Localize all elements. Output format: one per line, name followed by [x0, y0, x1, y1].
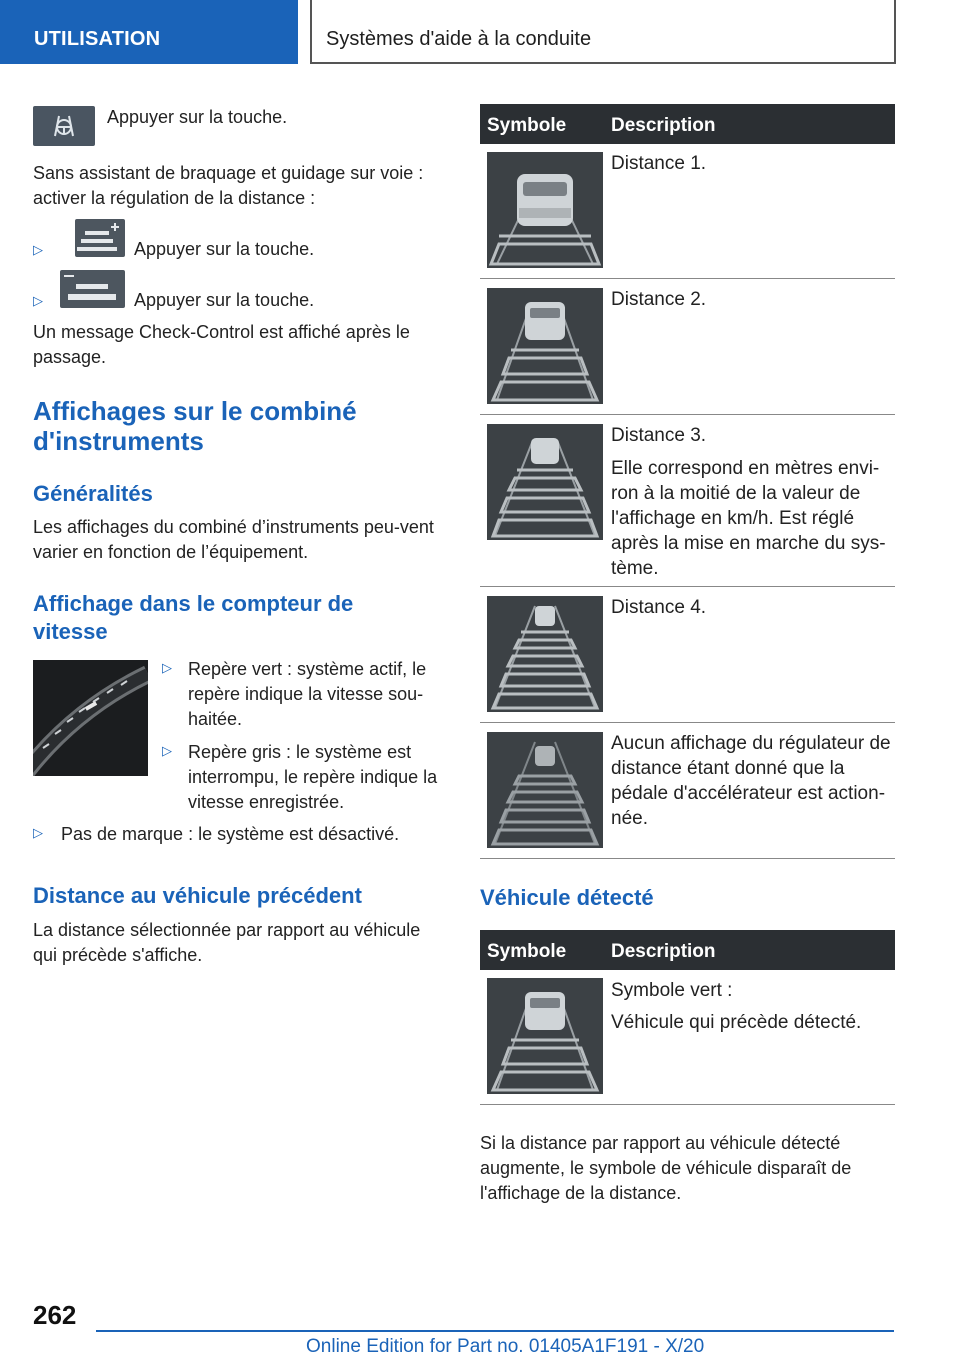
bullet-triangle-icon: ▷: [33, 242, 43, 257]
speedometer-image: [33, 660, 148, 776]
distance-1-symbol-image: [487, 152, 603, 268]
distance-4-symbol-image: [487, 596, 603, 712]
section-title: UTILISATION: [34, 28, 161, 50]
paragraph-detected: Si la distance par rapport au véhicule détecté augmente, le symbole de véhicule disparaît de l'affichage de la distance.: [480, 1133, 852, 1203]
distance-3-desc: Distance 3.: [611, 425, 707, 446]
bullet-plus-text: Appuyer sur la touche.: [134, 239, 315, 259]
bullet-triangle-icon: ▷: [162, 743, 172, 758]
vehicle-detected-desc: Symbole vert :: [611, 980, 733, 1001]
distance-4-desc: Distance 4.: [611, 597, 707, 618]
distance-increase-button-icon: [75, 219, 125, 257]
distance-3-extra: Elle correspond en mètres envi-ron à la moitié de la valeur de l'affichage en km/h. Est réglé après la mise en marche du sys-tème.: [611, 458, 886, 579]
paragraph-general: Les affichages du combiné d’instruments peu-vent varier en fonction de l’équipement.: [33, 517, 434, 562]
distance-3-symbol-image: [487, 424, 603, 540]
edition-text: Online Edition for Part no. 01405A1F191 - X/20: [306, 1336, 705, 1357]
column-symbol: Symbole: [487, 941, 567, 962]
column-symbol: Symbole: [487, 115, 567, 136]
row-divider: [480, 722, 895, 723]
heading-general: Généralités: [33, 481, 153, 506]
column-description: Description: [611, 941, 716, 962]
row-divider: [480, 586, 895, 587]
press-key-text: Appuyer sur la touche.: [107, 107, 288, 127]
heading-speedometer: Affichage dans le compteur de vitesse: [33, 591, 354, 644]
heading-vehicle-detected: Véhicule détecté: [480, 885, 654, 910]
chapter-title: Systèmes d'aide à la conduite: [326, 28, 592, 50]
table-header: [480, 104, 895, 144]
row-divider: [480, 278, 895, 279]
column-description: Description: [611, 115, 716, 136]
heading-displays: Affichages sur le combiné d'instruments: [33, 396, 357, 456]
paragraph-distance: La distance sélectionnée par rapport au véhicule qui précède s'affiche.: [33, 920, 421, 965]
row-divider: [480, 1104, 895, 1105]
row-divider: [480, 858, 895, 859]
speedo-bullet-grey: Repère gris : le système est interrompu, le repère indique la vitesse enregistrée.: [188, 742, 438, 812]
row-divider: [480, 414, 895, 415]
section-tab: [0, 0, 298, 64]
distance-decrease-button-icon: [60, 270, 125, 308]
bullet-triangle-icon: ▷: [162, 660, 172, 675]
distance-2-desc: Distance 2.: [611, 289, 707, 310]
speedo-bullet-green: Repère vert : système actif, le repère indique la vitesse sou-haitée.: [188, 659, 427, 729]
no-display-desc: Aucun affichage du régulateur de distance étant donné que la pédale d'accélérateur est action-née.: [611, 733, 891, 829]
chapter-header: [310, 0, 896, 64]
footer-rule: [96, 1330, 894, 1332]
no-display-symbol-image: [487, 732, 603, 848]
bullet-triangle-icon: ▷: [33, 825, 43, 840]
table-header: [480, 930, 895, 970]
no-mark-text: Pas de marque : le système est désactivé.: [61, 824, 400, 844]
page-number: 262: [33, 1300, 77, 1330]
bullet-triangle-icon: ▷: [33, 293, 43, 308]
distance-2-symbol-image: [487, 288, 603, 404]
vehicle-detected-symbol-image: [487, 978, 603, 1094]
heading-distance: Distance au véhicule précédent: [33, 883, 362, 908]
lane-assist-button-icon: [33, 106, 95, 146]
bullet-minus-text: Appuyer sur la touche.: [134, 290, 315, 310]
paragraph-no-assist: Sans assistant de braquage et guidage sur voie : activer la régulation de la distance :: [33, 163, 424, 208]
distance-1-desc: Distance 1.: [611, 153, 707, 174]
vehicle-detected-extra: Véhicule qui précède détecté.: [611, 1012, 862, 1033]
paragraph-message: Un message Check-Control est affiché après le passage.: [33, 322, 410, 367]
